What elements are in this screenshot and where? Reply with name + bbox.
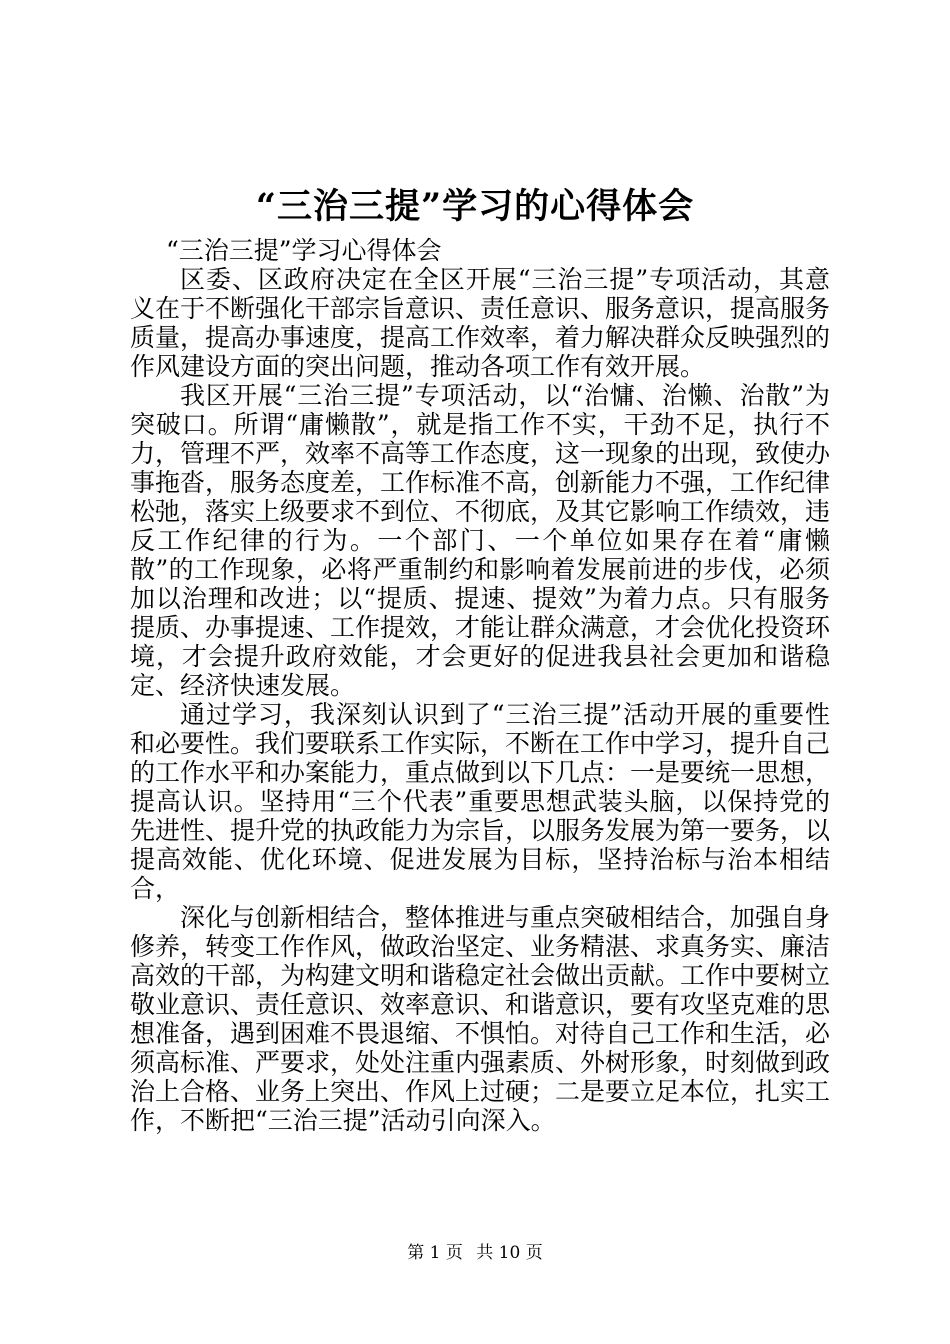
document-body [130, 236, 830, 1135]
paragraph: 区委、区政府决定在全区开展“三治三提”专项活动，其意义在于不断强化干部宗旨意识、责任意识、服务意识，提高服务质量，提高办事速度，提高工作效率，着力解决群众反映强烈的作风建设方面的突出问题，推动各项工作有效开展。 [130, 265, 831, 381]
page-total: 共 10 页 [476, 1243, 543, 1263]
page-number: 第 1 页 [407, 1243, 463, 1263]
paragraph: 我区开展“三治三提”专项活动，以“治慵、治懒、治散”为突破口。所谓“庸懒散”，就是指工作不实，干劲不足，执行不力，管理不严，效率不高等工作态度，这一现象的出现，致使办事拖沓，服务态度差，工作标准不高，创新能力不强，工作纪律松弛，落实上级要求不到位、不彻底，及其它影响工作绩效，违反工作纪律的行为。一个部门、一个单位如果存在着“庸懒散”的工作现象，必将严重制约和影响着发展前进的步伐，必须加以治理和改进；以“提质、提速、提效”为着力点。只有服务提质、办事提速、工作提效，才能让群众满意，才会优化投资环境，才会提升政府效能，才会更好的促进我县社会更加和谐稳定、经济快速发展。 [130, 381, 831, 700]
paragraph: 深化与创新相结合，整体推进与重点突破相结合，加强自身修养，转变工作作风，做政治坚定、业务精湛、求真务实、廉洁高效的干部，为构建文明和谐稳定社会做出贡献。工作中要树立敬业意识、责任意识、效率意识、和谐意识，要有攻坚克难的思想准备，遇到困难不畏退缩、不惧怕。对待自己工作和生活，必须高标准、严要求，处处注重内强素质、外树形象，时刻做到政治上合格、业务上突出、作风上过硬；二是要立足本位，扎实工作，不断把“三治三提”活动引向深入。 [130, 903, 831, 1135]
page-footer [0, 1241, 950, 1265]
paragraph: 通过学习，我深刻认识到了“三治三提”活动开展的重要性和必要性。我们要联系工作实际，不断在工作中学习，提升自己的工作水平和办案能力，重点做到以下几点：一是要统一思想，提高认识。坚持用“三个代表”重要思想武装头脑，以保持党的先进性、提升党的执政能力为宗旨，以服务发展为第一要务，以提高效能、优化环境、促进发展为目标，坚持治标与治本相结合， [130, 700, 831, 903]
document-subtitle: “三治三提”学习心得体会 [166, 236, 442, 265]
document-title: “三治三提”学习的心得体会 [255, 186, 695, 227]
